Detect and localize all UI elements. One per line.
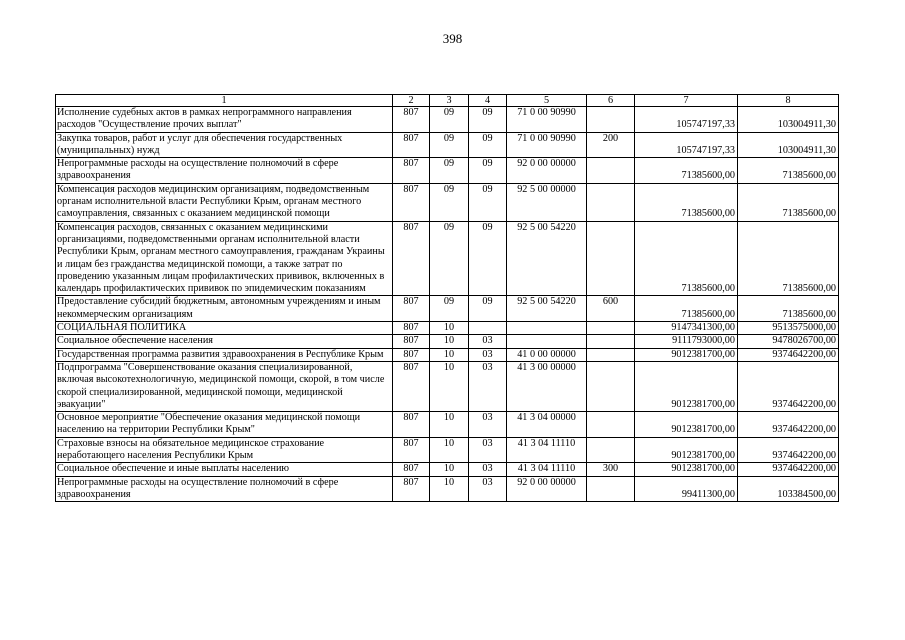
- table-row: [56, 107, 839, 133]
- subsection-code-cell: 03: [469, 437, 507, 463]
- amount-year1-cell: 71385600,00: [635, 183, 738, 221]
- amount-year1-cell: 9012381700,00: [635, 361, 738, 411]
- expense-type-cell: [587, 412, 635, 438]
- section-code-cell: 09: [430, 221, 469, 296]
- row-name-cell: Непрограммные расходы на осуществление полномочий в сфере здравоохранения: [56, 158, 393, 184]
- target-article-cell: 92 5 00 54220: [507, 296, 587, 322]
- expense-type-cell: [587, 335, 635, 348]
- expense-type-cell: 600: [587, 296, 635, 322]
- amount-year2-cell: 9513575000,00: [738, 322, 839, 335]
- target-article-cell: 41 3 04 00000: [507, 412, 587, 438]
- row-name-cell: Государственная программа развития здравоохранения в Республике Крым: [56, 348, 393, 361]
- amount-year2-cell: 9374642200,00: [738, 463, 839, 476]
- amount-year1-cell: 9012381700,00: [635, 463, 738, 476]
- expense-type-cell: [587, 361, 635, 411]
- ministry-code-cell: 807: [393, 322, 430, 335]
- header-cell: 4: [469, 95, 507, 107]
- section-code-cell: 09: [430, 296, 469, 322]
- target-article-cell: 41 3 04 11110: [507, 437, 587, 463]
- row-name-cell: Подпрограмма "Совершенствование оказания специализированной, включая высокотехнологичную, медицинской помощи, скорой, в том числе скорой специализированной, медицинской помощи, медицинской эвакуации": [56, 361, 393, 411]
- amount-year1-cell: 71385600,00: [635, 221, 738, 296]
- amount-year1-cell: 71385600,00: [635, 158, 738, 184]
- subsection-code-cell: 03: [469, 476, 507, 502]
- target-article-cell: 41 3 04 11110: [507, 463, 587, 476]
- row-name-cell: Компенсация расходов медицинским организациям, подведомственным органам исполнительной власти Республики Крым, органам местного самоуправления, связанных с оказанием медицинской помощи: [56, 183, 393, 221]
- amount-year1-cell: 9012381700,00: [635, 412, 738, 438]
- table-row: [56, 348, 839, 361]
- expense-type-cell: 300: [587, 463, 635, 476]
- expense-type-cell: [587, 348, 635, 361]
- ministry-code-cell: 807: [393, 158, 430, 184]
- ministry-code-cell: 807: [393, 132, 430, 158]
- row-name-cell: Основное мероприятие "Обеспечение оказания медицинской помощи населению на территории Республики Крым": [56, 412, 393, 438]
- target-article-cell: 71 0 00 90990: [507, 107, 587, 133]
- ministry-code-cell: 807: [393, 183, 430, 221]
- expense-type-cell: [587, 221, 635, 296]
- amount-year2-cell: 9374642200,00: [738, 348, 839, 361]
- row-name-cell: Предоставление субсидий бюджетным, автономным учреждениям и иным некоммерческим организациям: [56, 296, 393, 322]
- expense-type-cell: 200: [587, 132, 635, 158]
- row-name-cell: Исполнение судебных актов в рамках непрограммного направления расходов "Осуществление прочих выплат": [56, 107, 393, 133]
- row-name-cell: Закупка товаров, работ и услуг для обеспечения государственных (муниципальных) нужд: [56, 132, 393, 158]
- expense-type-cell: [587, 437, 635, 463]
- table-row: [56, 322, 839, 335]
- section-code-cell: 09: [430, 107, 469, 133]
- amount-year1-cell: 9012381700,00: [635, 437, 738, 463]
- target-article-cell: 41 0 00 00000: [507, 348, 587, 361]
- section-code-cell: 10: [430, 476, 469, 502]
- table-row: [56, 412, 839, 438]
- amount-year2-cell: 71385600,00: [738, 296, 839, 322]
- table-row: [56, 335, 839, 348]
- amount-year1-cell: 71385600,00: [635, 296, 738, 322]
- subsection-code-cell: 03: [469, 361, 507, 411]
- ministry-code-cell: 807: [393, 348, 430, 361]
- target-article-cell: 41 3 00 00000: [507, 361, 587, 411]
- table-row: [56, 132, 839, 158]
- target-article-cell: [507, 335, 587, 348]
- subsection-code-cell: 09: [469, 158, 507, 184]
- amount-year2-cell: 103004911,30: [738, 107, 839, 133]
- target-article-cell: [507, 322, 587, 335]
- amount-year2-cell: 103004911,30: [738, 132, 839, 158]
- table-row: [56, 361, 839, 411]
- section-code-cell: 10: [430, 463, 469, 476]
- subsection-code-cell: [469, 322, 507, 335]
- subsection-code-cell: 09: [469, 221, 507, 296]
- target-article-cell: 92 0 00 00000: [507, 158, 587, 184]
- amount-year2-cell: 9374642200,00: [738, 437, 839, 463]
- row-name-cell: СОЦИАЛЬНАЯ ПОЛИТИКА: [56, 322, 393, 335]
- expense-type-cell: [587, 107, 635, 133]
- table-row: [56, 296, 839, 322]
- page-number: 398: [442, 31, 463, 46]
- expense-type-cell: [587, 158, 635, 184]
- header-cell: 6: [587, 95, 635, 107]
- amount-year1-cell: 9111793000,00: [635, 335, 738, 348]
- amount-year2-cell: 9478026700,00: [738, 335, 839, 348]
- table-row: [56, 221, 839, 296]
- expense-type-cell: [587, 476, 635, 502]
- header-cell: 7: [635, 95, 738, 107]
- subsection-code-cell: 09: [469, 107, 507, 133]
- table-row: [56, 158, 839, 184]
- ministry-code-cell: 807: [393, 361, 430, 411]
- subsection-code-cell: 09: [469, 132, 507, 158]
- header-cell: 8: [738, 95, 839, 107]
- amount-year1-cell: 99411300,00: [635, 476, 738, 502]
- ministry-code-cell: 807: [393, 437, 430, 463]
- ministry-code-cell: 807: [393, 412, 430, 438]
- ministry-code-cell: 807: [393, 296, 430, 322]
- subsection-code-cell: 03: [469, 463, 507, 476]
- header-cell: 3: [430, 95, 469, 107]
- amount-year1-cell: 9012381700,00: [635, 348, 738, 361]
- ministry-code-cell: 807: [393, 476, 430, 502]
- amount-year1-cell: 105747197,33: [635, 107, 738, 133]
- amount-year1-cell: 9147341300,00: [635, 322, 738, 335]
- section-code-cell: 10: [430, 412, 469, 438]
- subsection-code-cell: 03: [469, 335, 507, 348]
- ministry-code-cell: 807: [393, 335, 430, 348]
- table-row: [56, 476, 839, 502]
- amount-year2-cell: 9374642200,00: [738, 412, 839, 438]
- expense-type-cell: [587, 183, 635, 221]
- subsection-code-cell: 03: [469, 412, 507, 438]
- section-code-cell: 09: [430, 158, 469, 184]
- table-row: [56, 463, 839, 476]
- subsection-code-cell: 03: [469, 348, 507, 361]
- ministry-code-cell: 807: [393, 107, 430, 133]
- row-name-cell: Социальное обеспечение населения: [56, 335, 393, 348]
- header-cell: 1: [56, 95, 393, 107]
- amount-year2-cell: 71385600,00: [738, 221, 839, 296]
- ministry-code-cell: 807: [393, 221, 430, 296]
- section-code-cell: 10: [430, 322, 469, 335]
- target-article-cell: 71 0 00 90990: [507, 132, 587, 158]
- header-cell: 2: [393, 95, 430, 107]
- amount-year2-cell: 71385600,00: [738, 183, 839, 221]
- target-article-cell: 92 5 00 00000: [507, 183, 587, 221]
- subsection-code-cell: 09: [469, 296, 507, 322]
- section-code-cell: 10: [430, 437, 469, 463]
- ministry-code-cell: 807: [393, 463, 430, 476]
- row-name-cell: Страховые взносы на обязательное медицинское страхование неработающего населения Республики Крым: [56, 437, 393, 463]
- section-code-cell: 09: [430, 183, 469, 221]
- target-article-cell: 92 0 00 00000: [507, 476, 587, 502]
- subsection-code-cell: 09: [469, 183, 507, 221]
- amount-year1-cell: 105747197,33: [635, 132, 738, 158]
- header-cell: 5: [507, 95, 587, 107]
- expense-type-cell: [587, 322, 635, 335]
- section-code-cell: 10: [430, 335, 469, 348]
- budget-table: [55, 94, 839, 502]
- target-article-cell: 92 5 00 54220: [507, 221, 587, 296]
- header-row: [56, 95, 839, 107]
- section-code-cell: 10: [430, 361, 469, 411]
- amount-year2-cell: 71385600,00: [738, 158, 839, 184]
- amount-year2-cell: 9374642200,00: [738, 361, 839, 411]
- row-name-cell: Компенсация расходов, связанных с оказанием медицинскими организациями, подведомственными органам исполнительной власти Республики Крым, органам местного самоуправления, гражданам Украины и лицам без гражданства медицинской помощи, а также затрат по проведению указанным лицам профилактических прививок, включенных в календарь профилактических прививок по эпидемическим показаниям: [56, 221, 393, 296]
- table-row: [56, 437, 839, 463]
- table-row: [56, 183, 839, 221]
- row-name-cell: Непрограммные расходы на осуществление полномочий в сфере здравоохранения: [56, 476, 393, 502]
- row-name-cell: Социальное обеспечение и иные выплаты населению: [56, 463, 393, 476]
- amount-year2-cell: 103384500,00: [738, 476, 839, 502]
- section-code-cell: 09: [430, 132, 469, 158]
- section-code-cell: 10: [430, 348, 469, 361]
